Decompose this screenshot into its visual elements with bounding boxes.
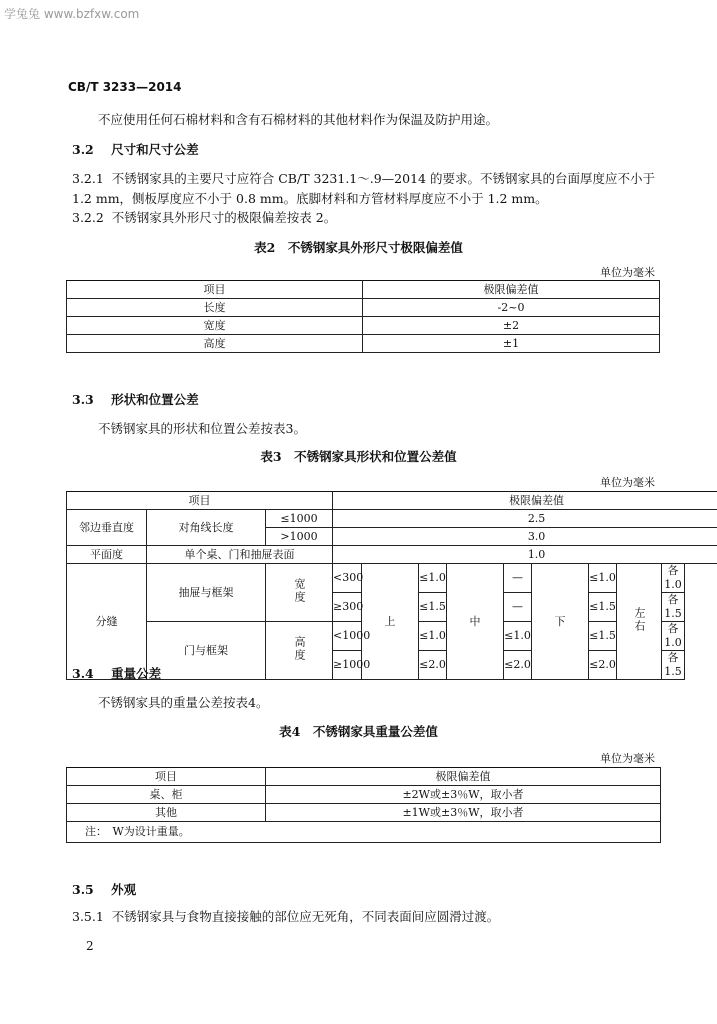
table4: [66, 767, 661, 843]
section-number: 3.2: [72, 142, 94, 157]
value-cell: ≤2.0: [589, 651, 617, 680]
value-cell: ≤1.5: [589, 593, 617, 622]
table-header-row: [67, 768, 661, 786]
row-label: 高度: [67, 335, 363, 353]
section-3-5-heading: [72, 880, 136, 898]
clause-3-2-1-line2: 1.2 mm，侧板厚度应不小于 0.8 mm。底脚材料和方管材料厚度应不小于 1.2 mm。: [72, 191, 548, 206]
header-value: 极限偏差值: [333, 492, 717, 510]
standard-number: CB/T 3233—2014: [68, 80, 182, 94]
gap-label: 分缝: [67, 564, 147, 680]
clause-number: 3.5.1: [72, 909, 104, 924]
row-label: 其他: [67, 804, 266, 822]
range-cell: ≥300: [333, 593, 362, 622]
page-number: 2: [86, 939, 94, 953]
section-title: 尺寸和尺寸公差: [111, 142, 199, 157]
range-cell: >1000: [266, 528, 333, 546]
value-cell: ≤1.0: [419, 622, 447, 651]
left-right-label: 左右: [617, 564, 662, 680]
row-label: 长度: [67, 299, 363, 317]
section-3-4-heading: [72, 664, 161, 682]
value-cell: ≤2.0: [504, 651, 532, 680]
clause-3-2-2: [72, 208, 336, 226]
range-cell: <1000: [333, 622, 362, 651]
value-cell: 各1.5: [662, 651, 685, 680]
row-value: ±1W或±3％W，取小者: [266, 804, 661, 822]
row-value: ±2W或±3％W，取小者: [266, 786, 661, 804]
clause-3-5-1: [72, 907, 499, 925]
bottom-label: 下: [532, 564, 589, 680]
table-row: [67, 317, 660, 335]
clause-number: 3.2.1: [72, 171, 104, 186]
value-cell: ≤1.0: [419, 564, 447, 593]
intro-paragraph: 不应使用任何石棉材料和含有石棉材料的其他材料作为保温及防护用途。: [98, 112, 499, 127]
table3-caption: 表3 不锈钢家具形状和位置公差值: [260, 449, 457, 464]
section-number: 3.5: [72, 882, 94, 897]
clause-number: 3.2.2: [72, 210, 104, 225]
middle-label: 中: [447, 564, 504, 680]
watermark: 学兔兔 www.bzfxw.com: [4, 7, 140, 21]
height-label: 高度: [266, 622, 333, 680]
table-note-row: [67, 822, 661, 843]
table-row: [67, 804, 661, 822]
value-cell: 各1.0: [662, 622, 685, 651]
table-row: [67, 510, 717, 528]
value-cell: ≤1.5: [589, 622, 617, 651]
header-value: 极限偏差值: [363, 281, 660, 299]
header-item: 项目: [67, 492, 333, 510]
section-3-3-heading: [72, 390, 199, 408]
table-header-row: [67, 492, 717, 510]
section-3-2-heading: [72, 140, 199, 158]
section-number: 3.3: [72, 392, 94, 407]
verticality-label: 邻边垂直度: [67, 510, 147, 546]
drawer-frame-label: 抽屉与框架: [147, 564, 266, 622]
table-row: [67, 786, 661, 804]
value-cell: 2.5: [333, 510, 717, 528]
door-frame-label: 门与框架: [147, 622, 266, 680]
row-value: ±2: [363, 317, 660, 335]
row-value: ±1: [363, 335, 660, 353]
clause-3-2-1-line1: [72, 169, 655, 187]
table-note: 注： W为设计重量。: [67, 822, 661, 843]
table-header-row: [67, 281, 660, 299]
table-row: [67, 564, 717, 593]
clause-text: 不锈钢家具与食物直接接触的部位应无死角，不同表面间应圆滑过渡。: [111, 909, 500, 924]
section-3-4-text: 不锈钢家具的重量公差按表4。: [98, 695, 269, 710]
value-cell: 各1.5: [662, 593, 685, 622]
value-cell: —: [504, 593, 532, 622]
table-row: [67, 335, 660, 353]
value-cell: ≤1.0: [504, 622, 532, 651]
value-cell: ≤1.5: [419, 593, 447, 622]
table-row: [67, 546, 717, 564]
value-cell: —: [504, 564, 532, 593]
table4-unit: 单位为毫米: [600, 752, 655, 765]
value-cell: 各1.0: [662, 564, 685, 593]
table3: [66, 491, 717, 680]
flatness-scope: 单个桌、门和抽屉表面: [147, 546, 333, 564]
table-row: [67, 299, 660, 317]
range-cell: ≥1000: [333, 651, 362, 680]
value-cell: ≤2.0: [419, 651, 447, 680]
section-number: 3.4: [72, 666, 94, 681]
table3-unit: 单位为毫米: [600, 476, 655, 489]
diagonal-length-label: 对角线长度: [147, 510, 266, 546]
row-value: -2~0: [363, 299, 660, 317]
width-label: 宽度: [266, 564, 333, 622]
section-3-3-text: 不锈钢家具的形状和位置公差按表3。: [98, 421, 306, 436]
range-cell: <300: [333, 564, 362, 593]
row-label: 桌、柜: [67, 786, 266, 804]
header-item: 项目: [67, 281, 363, 299]
top-label: 上: [362, 564, 419, 680]
section-title: 形状和位置公差: [111, 392, 199, 407]
row-label: 宽度: [67, 317, 363, 335]
table2: [66, 280, 660, 353]
range-cell: ≤1000: [266, 510, 333, 528]
section-title: 重量公差: [111, 666, 162, 681]
value-cell: ≤1.0: [589, 564, 617, 593]
value-cell: 1.0: [333, 546, 717, 564]
table2-caption: 表2 不锈钢家具外形尺寸极限偏差值: [254, 240, 463, 255]
clause-text: 不锈钢家具外形尺寸的极限偏差按表 2。: [111, 210, 337, 225]
header-value: 极限偏差值: [266, 768, 661, 786]
table4-caption: 表4 不锈钢家具重量公差值: [279, 724, 438, 739]
flatness-label: 平面度: [67, 546, 147, 564]
table2-unit: 单位为毫米: [600, 266, 655, 279]
clause-text: 不锈钢家具的主要尺寸应符合 CB/T 3231.1～.9—2014 的要求。不锈钢家具的台面厚度应不小于: [111, 171, 655, 186]
value-cell: 3.0: [333, 528, 717, 546]
section-title: 外观: [111, 882, 137, 897]
header-item: 项目: [67, 768, 266, 786]
